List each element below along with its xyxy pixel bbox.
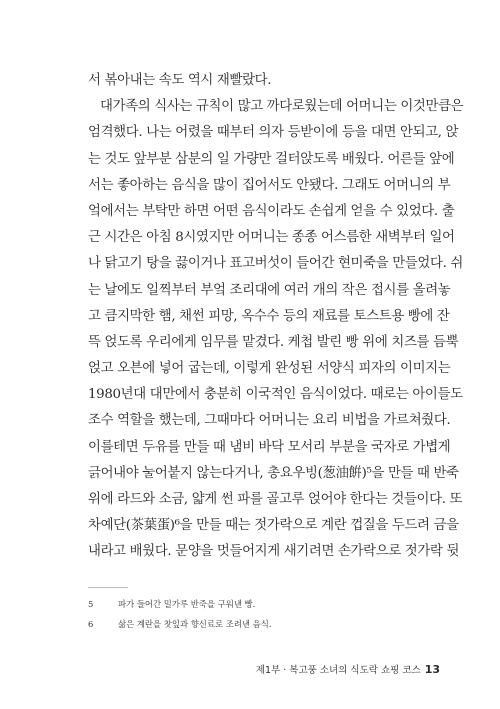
text-line: 이를테면 두유를 만들 때 냄비 바닥 모서리 부분을 국자로 가볍게 bbox=[88, 439, 451, 455]
text-line: 대가족의 식사는 규칙이 많고 까다로웠는데 어머니는 이것만큼은 bbox=[100, 99, 464, 115]
text-line: 조수 역할을 했는데, 그때마다 어머니는 요리 비법을 가르쳐줬다. bbox=[88, 413, 451, 429]
text-line: 근 시간은 아침 8시였지만 어머니는 종종 어스름한 새벽부터 일어 bbox=[88, 230, 455, 246]
text-line: 1980년대 대만에서 충분히 이국적인 음식이었다. 때로는 아이들도 bbox=[88, 387, 463, 403]
text-line: 얹고 오븐에 넣어 굽는데, 이렇게 완성된 서양식 피자의 이미지는 bbox=[88, 361, 451, 377]
section-title: 제1부 · 복고풍 소녀의 식도락 쇼핑 코스 bbox=[255, 665, 421, 676]
running-footer bbox=[256, 662, 440, 676]
page-number: 13 bbox=[424, 663, 440, 676]
text-line: 는 날에도 일찍부터 부엌 조리대에 여러 개의 작은 접시를 올려놓 bbox=[88, 282, 451, 298]
text-line: 서 볶아내는 속도 역시 재빨랐다. bbox=[88, 73, 272, 88]
text-line: 엄격했다. 나는 어렸을 때부터 의자 등받이에 등을 대면 안되고, 앉 bbox=[88, 125, 459, 141]
body-text bbox=[88, 68, 464, 566]
text-line: 위에 라드와 소금, 얇게 썬 파를 골고루 얹어야 한다는 것들이다. 또 bbox=[88, 492, 463, 507]
text-line: 나 닭고기 탕을 끓이거나 표고버섯이 들어간 현미죽을 만들었다. 쉬 bbox=[88, 256, 463, 272]
text-line: 서는 좋아하는 음식을 많이 집어서도 안됐다. 그래도 어머니의 부 bbox=[88, 177, 451, 193]
text-line: 차예단(茶葉蛋)⁶을 만들 때는 젓가락으로 계란 껍질을 두드려 금을 bbox=[88, 518, 459, 534]
footnote-text: 삶은 계란을 찻잎과 향신료로 조려낸 음식. bbox=[118, 619, 272, 629]
footnote-number: 5 bbox=[88, 599, 94, 609]
text-line: 는 것도 앞부분 삼분의 일 가량만 걸터앉도록 배웠다. 어른들 앞에 bbox=[88, 151, 455, 167]
footnote-text: 파가 들어간 밀가루 반죽을 구워낸 빵. bbox=[118, 599, 256, 609]
footnotes bbox=[88, 594, 442, 634]
footnote bbox=[88, 594, 442, 614]
footnote bbox=[88, 614, 442, 634]
text-line: 긁어내야 눌어붙지 않는다거나, 총요우빙(葱油餠)⁵을 만들 때 반죽 bbox=[88, 465, 459, 481]
text-line: 내라고 배웠다. 문양을 멋들어지게 새기려면 손가락으로 젓가락 뒷 bbox=[88, 544, 460, 560]
text-line: 고 큼지막한 햄, 채썬 피망, 옥수수 등의 재료를 토스트용 빵에 잔 bbox=[88, 308, 450, 324]
footnote-divider bbox=[88, 587, 128, 588]
footnote-number: 6 bbox=[88, 619, 94, 629]
text-line: 엌에서는 부탁만 하면 어떤 음식이라도 손쉽게 얻을 수 있었다. 출 bbox=[88, 203, 455, 219]
text-line: 뜩 얹도록 우리에게 임무를 맡겼다. 케첩 발린 빵 위에 치즈를 듬뿍 bbox=[88, 334, 459, 350]
